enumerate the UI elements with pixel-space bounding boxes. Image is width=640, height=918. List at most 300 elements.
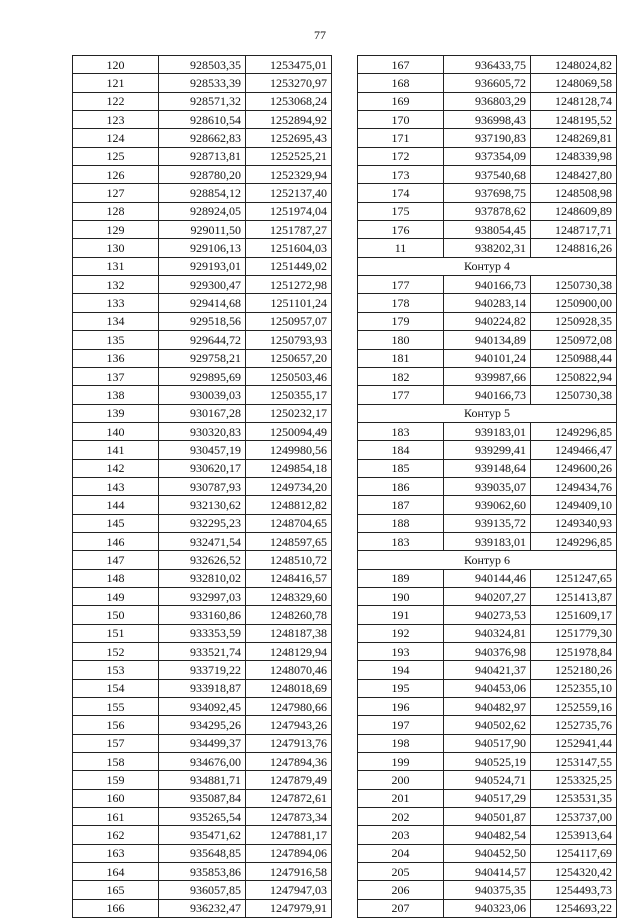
y-coordinate-cell: 1254693,22 — [531, 899, 617, 917]
point-number-cell: 201 — [358, 789, 444, 807]
point-number-cell: 129 — [73, 221, 159, 239]
x-coordinate-cell: 940273,53 — [444, 606, 531, 624]
y-coordinate-cell: 1247881,17 — [246, 826, 332, 844]
table-row — [358, 734, 617, 752]
y-coordinate-cell: 1249409,10 — [531, 496, 617, 514]
table-row — [358, 532, 617, 550]
point-number-cell: 179 — [358, 312, 444, 330]
point-number-cell: 130 — [73, 239, 159, 257]
x-coordinate-cell: 940166,73 — [444, 386, 531, 404]
y-coordinate-cell: 1251604,03 — [246, 239, 332, 257]
table-row — [358, 367, 617, 385]
x-coordinate-cell: 933521,74 — [159, 643, 246, 661]
table-row — [358, 496, 617, 514]
y-coordinate-cell: 1247980,66 — [246, 698, 332, 716]
point-number-cell: 126 — [73, 166, 159, 184]
x-coordinate-cell: 939987,66 — [444, 367, 531, 385]
point-number-cell: 121 — [73, 74, 159, 92]
y-coordinate-cell: 1247872,61 — [246, 789, 332, 807]
table-row — [358, 312, 617, 330]
table-row — [358, 459, 617, 477]
table-row — [73, 716, 332, 734]
x-coordinate-cell: 929895,69 — [159, 367, 246, 385]
point-number-cell: 178 — [358, 294, 444, 312]
x-coordinate-cell: 928662,83 — [159, 129, 246, 147]
x-coordinate-cell: 938054,45 — [444, 221, 531, 239]
point-number-cell: 128 — [73, 202, 159, 220]
x-coordinate-cell: 929644,72 — [159, 331, 246, 349]
point-number-cell: 162 — [73, 826, 159, 844]
table-row — [358, 422, 617, 440]
y-coordinate-cell: 1251449,02 — [246, 257, 332, 275]
x-coordinate-cell: 930039,03 — [159, 386, 246, 404]
x-coordinate-cell: 937878,62 — [444, 202, 531, 220]
point-number-cell: 125 — [73, 147, 159, 165]
table-row — [73, 111, 332, 129]
x-coordinate-cell: 940421,37 — [444, 661, 531, 679]
y-coordinate-cell: 1253270,97 — [246, 74, 332, 92]
table-row — [358, 166, 617, 184]
x-coordinate-cell: 929518,56 — [159, 312, 246, 330]
section-header-row — [358, 551, 617, 569]
x-coordinate-cell: 936232,47 — [159, 899, 246, 917]
x-coordinate-cell: 938202,31 — [444, 239, 531, 257]
x-coordinate-cell: 928610,54 — [159, 111, 246, 129]
table-row — [358, 771, 617, 789]
table-row — [73, 863, 332, 881]
section-header-row — [358, 257, 617, 275]
x-coordinate-cell: 930457,19 — [159, 441, 246, 459]
x-coordinate-cell: 935087,84 — [159, 789, 246, 807]
point-number-cell: 141 — [73, 441, 159, 459]
table-row — [358, 239, 617, 257]
point-number-cell: 190 — [358, 587, 444, 605]
y-coordinate-cell: 1248269,81 — [531, 129, 617, 147]
point-number-cell: 196 — [358, 698, 444, 716]
x-coordinate-cell: 934499,37 — [159, 734, 246, 752]
table-row — [358, 753, 617, 771]
table-row — [73, 184, 332, 202]
y-coordinate-cell: 1247894,06 — [246, 844, 332, 862]
y-coordinate-cell: 1247979,91 — [246, 899, 332, 917]
x-coordinate-cell: 935853,86 — [159, 863, 246, 881]
contour-section-label: Контур 5 — [358, 404, 617, 422]
y-coordinate-cell: 1252137,40 — [246, 184, 332, 202]
y-coordinate-cell: 1248427,80 — [531, 166, 617, 184]
table-row — [358, 698, 617, 716]
y-coordinate-cell: 1250730,38 — [531, 386, 617, 404]
table-row — [73, 844, 332, 862]
contour-section-label: Контур 4 — [358, 257, 617, 275]
x-coordinate-cell: 929011,50 — [159, 221, 246, 239]
x-coordinate-cell: 939183,01 — [444, 532, 531, 550]
point-number-cell: 148 — [73, 569, 159, 587]
point-number-cell: 153 — [73, 661, 159, 679]
point-number-cell: 158 — [73, 753, 159, 771]
x-coordinate-cell: 936057,85 — [159, 881, 246, 899]
table-row — [73, 422, 332, 440]
x-coordinate-cell: 928780,20 — [159, 166, 246, 184]
point-number-cell: 145 — [73, 514, 159, 532]
y-coordinate-cell: 1248069,58 — [531, 74, 617, 92]
y-coordinate-cell: 1248609,89 — [531, 202, 617, 220]
x-coordinate-cell: 940101,24 — [444, 349, 531, 367]
y-coordinate-cell: 1249434,76 — [531, 477, 617, 495]
point-number-cell: 174 — [358, 184, 444, 202]
table-row — [73, 881, 332, 899]
table-row — [358, 56, 617, 74]
x-coordinate-cell: 930167,28 — [159, 404, 246, 422]
table-row — [358, 587, 617, 605]
x-coordinate-cell: 940524,71 — [444, 771, 531, 789]
x-coordinate-cell: 930320,83 — [159, 422, 246, 440]
point-number-cell: 161 — [73, 808, 159, 826]
x-coordinate-cell: 940414,57 — [444, 863, 531, 881]
table-row — [73, 56, 332, 74]
y-coordinate-cell: 1252894,92 — [246, 111, 332, 129]
section-header-row — [358, 404, 617, 422]
table-row — [73, 147, 332, 165]
table-row — [73, 753, 332, 771]
point-number-cell: 122 — [73, 92, 159, 110]
point-number-cell: 184 — [358, 441, 444, 459]
point-number-cell: 176 — [358, 221, 444, 239]
table-row — [358, 881, 617, 899]
point-number-cell: 181 — [358, 349, 444, 367]
x-coordinate-cell: 940482,97 — [444, 698, 531, 716]
x-coordinate-cell: 939183,01 — [444, 422, 531, 440]
y-coordinate-cell: 1253531,35 — [531, 789, 617, 807]
x-coordinate-cell: 934881,71 — [159, 771, 246, 789]
x-coordinate-cell: 928533,39 — [159, 74, 246, 92]
table-row — [358, 221, 617, 239]
table-row — [73, 808, 332, 826]
point-number-cell: 177 — [358, 386, 444, 404]
y-coordinate-cell: 1250822,94 — [531, 367, 617, 385]
point-number-cell: 123 — [73, 111, 159, 129]
point-number-cell: 172 — [358, 147, 444, 165]
table-row — [358, 679, 617, 697]
table-row — [358, 331, 617, 349]
table-row — [73, 74, 332, 92]
point-number-cell: 187 — [358, 496, 444, 514]
x-coordinate-cell: 937354,09 — [444, 147, 531, 165]
x-coordinate-cell: 928924,05 — [159, 202, 246, 220]
point-number-cell: 136 — [73, 349, 159, 367]
table-row — [73, 441, 332, 459]
x-coordinate-cell: 935471,62 — [159, 826, 246, 844]
y-coordinate-cell: 1249466,47 — [531, 441, 617, 459]
y-coordinate-cell: 1249600,26 — [531, 459, 617, 477]
point-number-cell: 132 — [73, 276, 159, 294]
y-coordinate-cell: 1249854,18 — [246, 459, 332, 477]
y-coordinate-cell: 1249340,93 — [531, 514, 617, 532]
point-number-cell: 154 — [73, 679, 159, 697]
point-number-cell: 127 — [73, 184, 159, 202]
table-row — [358, 716, 617, 734]
y-coordinate-cell: 1251609,17 — [531, 606, 617, 624]
x-coordinate-cell: 940134,89 — [444, 331, 531, 349]
y-coordinate-cell: 1247879,49 — [246, 771, 332, 789]
table-row — [358, 441, 617, 459]
x-coordinate-cell: 936433,75 — [444, 56, 531, 74]
x-coordinate-cell: 932626,52 — [159, 551, 246, 569]
table-row — [358, 386, 617, 404]
point-number-cell: 199 — [358, 753, 444, 771]
point-number-cell: 124 — [73, 129, 159, 147]
x-coordinate-cell: 940324,81 — [444, 624, 531, 642]
y-coordinate-cell: 1252735,76 — [531, 716, 617, 734]
x-coordinate-cell: 929414,68 — [159, 294, 246, 312]
y-coordinate-cell: 1254117,69 — [531, 844, 617, 862]
table-row — [358, 477, 617, 495]
point-number-cell: 151 — [73, 624, 159, 642]
point-number-cell: 140 — [73, 422, 159, 440]
y-coordinate-cell: 1252525,21 — [246, 147, 332, 165]
point-number-cell: 183 — [358, 422, 444, 440]
x-coordinate-cell: 940207,27 — [444, 587, 531, 605]
x-coordinate-cell: 933918,87 — [159, 679, 246, 697]
y-coordinate-cell: 1250094,49 — [246, 422, 332, 440]
table-row — [358, 129, 617, 147]
y-coordinate-cell: 1251101,24 — [246, 294, 332, 312]
x-coordinate-cell: 937698,75 — [444, 184, 531, 202]
y-coordinate-cell: 1248816,26 — [531, 239, 617, 257]
y-coordinate-cell: 1247873,34 — [246, 808, 332, 826]
y-coordinate-cell: 1252180,26 — [531, 661, 617, 679]
point-number-cell: 147 — [73, 551, 159, 569]
table-row — [73, 349, 332, 367]
y-coordinate-cell: 1249734,20 — [246, 477, 332, 495]
point-number-cell: 195 — [358, 679, 444, 697]
table-row — [358, 294, 617, 312]
y-coordinate-cell: 1248812,82 — [246, 496, 332, 514]
point-number-cell: 142 — [73, 459, 159, 477]
point-number-cell: 144 — [73, 496, 159, 514]
point-number-cell: 135 — [73, 331, 159, 349]
x-coordinate-cell: 929193,01 — [159, 257, 246, 275]
x-coordinate-cell: 937540,68 — [444, 166, 531, 184]
y-coordinate-cell: 1251779,30 — [531, 624, 617, 642]
y-coordinate-cell: 1253737,00 — [531, 808, 617, 826]
point-number-cell: 149 — [73, 587, 159, 605]
table-row — [358, 826, 617, 844]
x-coordinate-cell: 936605,72 — [444, 74, 531, 92]
table-row — [73, 661, 332, 679]
table-row — [73, 294, 332, 312]
y-coordinate-cell: 1250232,17 — [246, 404, 332, 422]
table-row — [73, 606, 332, 624]
table-row — [358, 808, 617, 826]
y-coordinate-cell: 1253913,64 — [531, 826, 617, 844]
y-coordinate-cell: 1250793,93 — [246, 331, 332, 349]
x-coordinate-cell: 933719,22 — [159, 661, 246, 679]
point-number-cell: 180 — [358, 331, 444, 349]
x-coordinate-cell: 937190,83 — [444, 129, 531, 147]
y-coordinate-cell: 1250928,35 — [531, 312, 617, 330]
point-number-cell: 173 — [358, 166, 444, 184]
table-row — [358, 184, 617, 202]
x-coordinate-cell: 940283,14 — [444, 294, 531, 312]
x-coordinate-cell: 935648,85 — [159, 844, 246, 862]
table-row — [73, 771, 332, 789]
point-number-cell: 152 — [73, 643, 159, 661]
point-number-cell: 131 — [73, 257, 159, 275]
point-number-cell: 185 — [358, 459, 444, 477]
table-row — [73, 477, 332, 495]
y-coordinate-cell: 1252695,43 — [246, 129, 332, 147]
y-coordinate-cell: 1247913,76 — [246, 734, 332, 752]
x-coordinate-cell: 929758,21 — [159, 349, 246, 367]
table-row — [358, 276, 617, 294]
point-number-cell: 120 — [73, 56, 159, 74]
table-row — [358, 74, 617, 92]
point-number-cell: 166 — [73, 899, 159, 917]
point-number-cell: 134 — [73, 312, 159, 330]
table-row — [73, 826, 332, 844]
point-number-cell: 202 — [358, 808, 444, 826]
y-coordinate-cell: 1250355,17 — [246, 386, 332, 404]
point-number-cell: 197 — [358, 716, 444, 734]
table-row — [73, 569, 332, 587]
x-coordinate-cell: 939062,60 — [444, 496, 531, 514]
point-number-cell: 150 — [73, 606, 159, 624]
point-number-cell: 157 — [73, 734, 159, 752]
table-row — [358, 111, 617, 129]
y-coordinate-cell: 1248024,82 — [531, 56, 617, 74]
x-coordinate-cell: 939148,64 — [444, 459, 531, 477]
x-coordinate-cell: 936998,43 — [444, 111, 531, 129]
table-row — [358, 899, 617, 917]
point-number-cell: 193 — [358, 643, 444, 661]
y-coordinate-cell: 1251272,98 — [246, 276, 332, 294]
y-coordinate-cell: 1250730,38 — [531, 276, 617, 294]
point-number-cell: 186 — [358, 477, 444, 495]
y-coordinate-cell: 1248018,69 — [246, 679, 332, 697]
y-coordinate-cell: 1250957,07 — [246, 312, 332, 330]
y-coordinate-cell: 1248717,71 — [531, 221, 617, 239]
y-coordinate-cell: 1248416,57 — [246, 569, 332, 587]
point-number-cell: 183 — [358, 532, 444, 550]
point-number-cell: 156 — [73, 716, 159, 734]
table-row — [73, 257, 332, 275]
x-coordinate-cell: 939135,72 — [444, 514, 531, 532]
x-coordinate-cell: 940376,98 — [444, 643, 531, 661]
y-coordinate-cell: 1250900,00 — [531, 294, 617, 312]
y-coordinate-cell: 1252941,44 — [531, 734, 617, 752]
y-coordinate-cell: 1253147,55 — [531, 753, 617, 771]
y-coordinate-cell: 1254493,73 — [531, 881, 617, 899]
x-coordinate-cell: 934295,26 — [159, 716, 246, 734]
table-row — [73, 129, 332, 147]
table-row — [73, 92, 332, 110]
table-row — [73, 166, 332, 184]
y-coordinate-cell: 1247894,36 — [246, 753, 332, 771]
x-coordinate-cell: 930787,93 — [159, 477, 246, 495]
x-coordinate-cell: 936803,29 — [444, 92, 531, 110]
y-coordinate-cell: 1248260,78 — [246, 606, 332, 624]
x-coordinate-cell: 940517,90 — [444, 734, 531, 752]
y-coordinate-cell: 1248187,38 — [246, 624, 332, 642]
table-row — [358, 147, 617, 165]
table-row — [73, 367, 332, 385]
point-number-cell: 167 — [358, 56, 444, 74]
contour-section-label: Контур 6 — [358, 551, 617, 569]
point-number-cell: 163 — [73, 844, 159, 862]
table-row — [358, 514, 617, 532]
point-number-cell: 146 — [73, 532, 159, 550]
y-coordinate-cell: 1248704,65 — [246, 514, 332, 532]
x-coordinate-cell: 928503,35 — [159, 56, 246, 74]
x-coordinate-cell: 934092,45 — [159, 698, 246, 716]
x-coordinate-cell: 929300,47 — [159, 276, 246, 294]
y-coordinate-cell: 1248597,65 — [246, 532, 332, 550]
y-coordinate-cell: 1251413,87 — [531, 587, 617, 605]
y-coordinate-cell: 1248070,46 — [246, 661, 332, 679]
y-coordinate-cell: 1248329,60 — [246, 587, 332, 605]
y-coordinate-cell: 1251247,65 — [531, 569, 617, 587]
point-number-cell: 175 — [358, 202, 444, 220]
point-number-cell: 192 — [358, 624, 444, 642]
point-number-cell: 11 — [358, 239, 444, 257]
y-coordinate-cell: 1249296,85 — [531, 422, 617, 440]
table-row — [73, 496, 332, 514]
point-number-cell: 203 — [358, 826, 444, 844]
table-row — [358, 789, 617, 807]
y-coordinate-cell: 1252355,10 — [531, 679, 617, 697]
point-number-cell: 189 — [358, 569, 444, 587]
x-coordinate-cell: 940144,46 — [444, 569, 531, 587]
table-row — [358, 569, 617, 587]
point-number-cell: 170 — [358, 111, 444, 129]
table-row — [358, 863, 617, 881]
table-row — [73, 312, 332, 330]
point-number-cell: 207 — [358, 899, 444, 917]
table-row — [73, 514, 332, 532]
table-row — [73, 899, 332, 917]
x-coordinate-cell: 930620,17 — [159, 459, 246, 477]
table-row — [73, 643, 332, 661]
point-number-cell: 164 — [73, 863, 159, 881]
y-coordinate-cell: 1251787,27 — [246, 221, 332, 239]
y-coordinate-cell: 1248508,98 — [531, 184, 617, 202]
point-number-cell: 171 — [358, 129, 444, 147]
table-row — [73, 551, 332, 569]
point-number-cell: 191 — [358, 606, 444, 624]
point-number-cell: 133 — [73, 294, 159, 312]
y-coordinate-cell: 1250988,44 — [531, 349, 617, 367]
x-coordinate-cell: 940517,29 — [444, 789, 531, 807]
table-row — [73, 734, 332, 752]
y-coordinate-cell: 1248339,98 — [531, 147, 617, 165]
table-row — [73, 459, 332, 477]
point-number-cell: 160 — [73, 789, 159, 807]
table-row — [73, 789, 332, 807]
y-coordinate-cell: 1253325,25 — [531, 771, 617, 789]
y-coordinate-cell: 1248510,72 — [246, 551, 332, 569]
table-row — [358, 349, 617, 367]
y-coordinate-cell: 1251978,84 — [531, 643, 617, 661]
table-row — [358, 844, 617, 862]
table-row — [73, 331, 332, 349]
table-row — [358, 606, 617, 624]
x-coordinate-cell: 935265,54 — [159, 808, 246, 826]
table-row — [73, 202, 332, 220]
table-row — [73, 404, 332, 422]
x-coordinate-cell: 928571,32 — [159, 92, 246, 110]
x-coordinate-cell: 940166,73 — [444, 276, 531, 294]
x-coordinate-cell: 929106,13 — [159, 239, 246, 257]
